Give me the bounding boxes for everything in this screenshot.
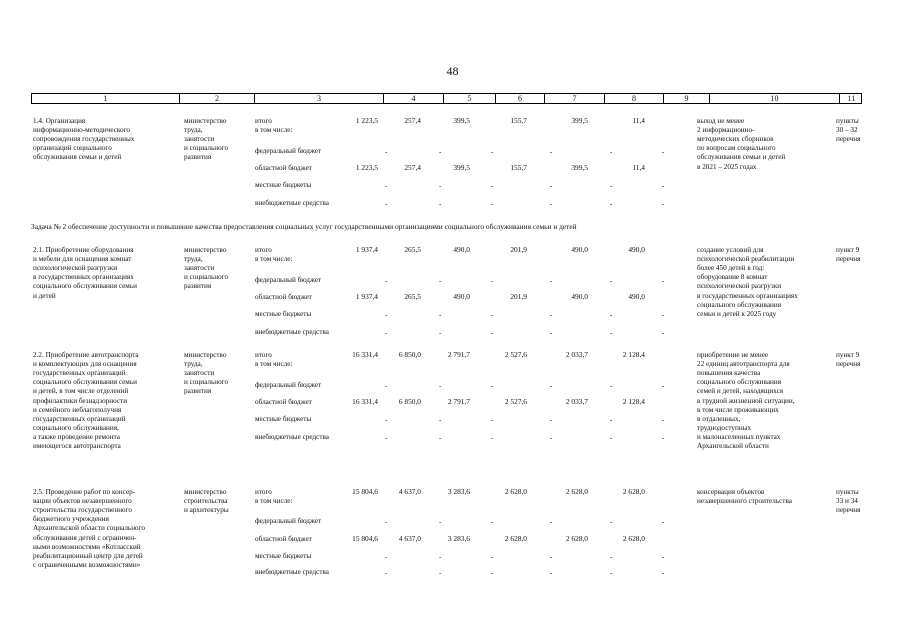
measure-description-line: социального обслуживания семьи [33, 378, 137, 387]
funding-source-label: местные бюджеты [255, 415, 312, 423]
measure-description-line: в государственных организациях [33, 273, 134, 282]
funding-value: - [385, 277, 388, 285]
funding-value: - [610, 569, 613, 577]
funding-value: 16 331,4 [352, 350, 378, 359]
measure-description-line: сопровождения государственных [33, 135, 135, 144]
expected-result-line: повышения качества [697, 369, 761, 378]
funding-value: - [439, 553, 442, 561]
measure-description-line: обслуживания детей с ограничен- [33, 533, 137, 542]
funding-value: - [385, 329, 388, 337]
reference-line: перечня [836, 135, 861, 144]
funding-value: - [385, 182, 388, 190]
funding-value: - [439, 277, 442, 285]
funding-value: - [662, 416, 665, 424]
measure-description-line: социального обслуживания, [33, 423, 119, 432]
header-col-9: 9 [664, 94, 710, 103]
funding-source-label: федеральный бюджет [255, 147, 322, 155]
funding-value: - [491, 416, 494, 424]
measure-description-line: а также проведение ремонта [33, 432, 120, 441]
funding-value: 1 223,5 [355, 116, 378, 125]
measure-description-line: 2.2. Приобретение автотранспорта [33, 351, 139, 359]
funding-value: - [491, 277, 494, 285]
measure-description-line: и детей, в том числе отделений [33, 387, 129, 396]
funding-value: 399,5 [571, 163, 588, 172]
funding-value: 490,0 [571, 292, 588, 301]
funding-value: 16 331,4 [352, 397, 378, 406]
executor-line: и социального [184, 378, 229, 387]
task-2-heading: Задача № 2 обеспечение доступности и повышение качества предоставления социальных услуг государственными организациями социального обслуживания семьи и детей [31, 222, 577, 231]
funding-value: 265,5 [404, 245, 421, 254]
funding-value: - [662, 434, 665, 442]
executor-line: и архитектуры [184, 506, 229, 515]
funding-value: - [550, 148, 553, 156]
executor-line: занятости [184, 264, 215, 273]
funding-value: - [491, 200, 494, 208]
funding-source-label: местные бюджеты [255, 181, 312, 189]
funding-source-label: федеральный бюджет [255, 276, 322, 284]
funding-value: 2 791,7 [447, 350, 470, 359]
funding-value: - [662, 148, 665, 156]
executor-line: занятости [184, 135, 215, 144]
expected-result-line: в отдаленных, [697, 414, 741, 423]
funding-value: 2 628,0 [622, 487, 645, 496]
funding-value: - [385, 569, 388, 577]
measure-description-line: имеющегося автотранспорта [33, 442, 121, 450]
funding-value: - [491, 311, 494, 319]
expected-result-line: социального обслуживания [697, 378, 782, 387]
funding-source-label: областной бюджет [255, 398, 312, 406]
funding-value: 490,0 [628, 245, 645, 254]
funding-value: 155,7 [510, 116, 527, 125]
expected-result-line: приобретение не менее [697, 351, 769, 359]
funding-value: 6 850,0 [398, 397, 421, 406]
funding-value: - [662, 518, 665, 526]
expected-result-line: социального обслуживания [697, 300, 782, 309]
funding-value: - [662, 553, 665, 561]
funding-value: 4 637,0 [398, 487, 421, 496]
funding-value: - [491, 434, 494, 442]
measure-description-line: и комплектующих для оснащения [33, 360, 137, 369]
funding-source-label: внебюджетные средства [255, 433, 329, 441]
funding-value: - [550, 277, 553, 285]
reference-line: пункт 9 [836, 351, 860, 359]
funding-value: - [610, 553, 613, 561]
funding-value: - [385, 553, 388, 561]
table-header [31, 93, 862, 104]
funding-value: 2 628,0 [504, 487, 527, 496]
funding-value: - [439, 329, 442, 337]
funding-value: - [491, 569, 494, 577]
header-col-5: 5 [444, 94, 496, 103]
funding-source-label: внебюджетные средства [255, 328, 329, 336]
funding-source-label: областной бюджет [255, 293, 312, 301]
measure-description-line: государственных организаций [33, 414, 126, 423]
funding-value: - [439, 311, 442, 319]
measure-description-line: с ограниченными возможностями» [33, 560, 141, 569]
funding-value: 2 527,6 [504, 350, 527, 359]
header-col-10: 10 [710, 94, 840, 103]
funding-value: 2 791,7 [447, 397, 470, 406]
header-col-8: 8 [605, 94, 664, 103]
funding-value: 3 283,6 [447, 534, 470, 543]
funding-value: 2 628,0 [622, 534, 645, 543]
funding-source-label: областной бюджет [255, 164, 312, 172]
funding-value: - [439, 518, 442, 526]
expected-result-line: Архангельской области [697, 442, 769, 450]
reference-line: пункты [836, 117, 859, 125]
funding-source-label: в том числе: [255, 360, 293, 368]
measure-description-line: бюджетного учреждения [33, 515, 109, 524]
funding-value: - [610, 416, 613, 424]
funding-value: 257,4 [404, 116, 421, 125]
funding-source-label: итого [255, 488, 272, 496]
funding-value: - [550, 182, 553, 190]
funding-value: 1 223,5 [355, 163, 378, 172]
funding-value: - [439, 148, 442, 156]
executor-line: министерство [184, 246, 227, 254]
funding-value: 6 850,0 [398, 350, 421, 359]
funding-value: 257,4 [404, 163, 421, 172]
funding-value: - [550, 434, 553, 442]
funding-value: - [610, 434, 613, 442]
funding-value: 2 628,0 [504, 534, 527, 543]
expected-result-line: выход не менее [697, 117, 745, 125]
funding-value: - [610, 518, 613, 526]
reference-line: 33 и 34 [836, 497, 858, 506]
funding-value: 11,4 [632, 163, 645, 172]
measure-description-line: обслуживания семьи и детей [33, 153, 122, 162]
funding-value: 2 628,0 [565, 534, 588, 543]
expected-result-line: труднодоступных [697, 423, 752, 432]
funding-value: - [550, 553, 553, 561]
expected-result-line: в том числе проживающих [697, 405, 779, 414]
executor-line: развития [184, 153, 212, 162]
funding-value: - [550, 311, 553, 319]
expected-result-line: обслуживания семьи и детей [697, 153, 786, 162]
funding-value: 15 804,6 [352, 487, 378, 496]
funding-source-label: итого [255, 246, 272, 254]
measure-description-line: Архангельской области социального [33, 524, 146, 533]
funding-value: 399,5 [453, 116, 470, 125]
header-col-6: 6 [496, 94, 545, 103]
expected-result-line: психологической разгрузки [697, 282, 782, 291]
funding-source-label: в том числе: [255, 126, 293, 134]
expected-result-line: методических сборников [697, 135, 774, 144]
funding-value: - [662, 569, 665, 577]
expected-result-line: незавершенного строительства [697, 497, 792, 506]
measure-description-line: психологической разгрузки [33, 264, 118, 273]
funding-value: - [439, 434, 442, 442]
funding-value: - [662, 200, 665, 208]
executor-line: труда, [184, 360, 203, 369]
funding-value: 2 527,6 [504, 397, 527, 406]
expected-result-line: по вопросам социального [697, 144, 776, 153]
funding-source-label: внебюджетные средства [255, 568, 329, 576]
funding-source-label: федеральный бюджет [255, 517, 322, 525]
measure-description-line: информационно-методического [33, 126, 131, 135]
expected-result-line: 22 единиц автотранспорта для [697, 360, 790, 369]
measure-description-line: и семейного неблагополучия [33, 405, 122, 414]
funding-value: - [662, 329, 665, 337]
reference-line: перечня [836, 255, 861, 264]
measure-description-line: 2.1. Приобретение оборудования [33, 246, 134, 254]
funding-value: 1 937,4 [355, 245, 378, 254]
measure-description-line: и детей [33, 291, 56, 300]
header-col-4: 4 [384, 94, 444, 103]
funding-value: - [662, 311, 665, 319]
expected-result-line: семьи и детей к 2025 году [697, 309, 777, 318]
funding-value: - [550, 382, 553, 390]
reference-line: перечня [836, 360, 861, 369]
funding-value: - [385, 148, 388, 156]
funding-value: - [662, 182, 665, 190]
expected-result-line: консервация объектов [697, 488, 765, 496]
funding-value: - [491, 518, 494, 526]
executor-line: министерство [184, 488, 227, 496]
funding-source-label: областной бюджет [255, 535, 312, 543]
header-col-1: 1 [32, 94, 180, 103]
reference-line: перечня [836, 506, 861, 515]
expected-result-line: более 450 детей в год: [697, 264, 765, 273]
header-col-2: 2 [180, 94, 255, 103]
funding-value: - [385, 200, 388, 208]
funding-value: - [491, 553, 494, 561]
funding-value: 265,5 [404, 292, 421, 301]
funding-value: 201,9 [510, 245, 527, 254]
measure-description-line: ными возможностями «Котласский [33, 542, 141, 551]
executor-line: труда, [184, 255, 203, 264]
measure-description-line: строительства государственного [33, 506, 133, 515]
funding-source-label: итого [255, 351, 272, 359]
executor-line: развития [184, 387, 212, 396]
measure-description-line: организаций социального [33, 144, 112, 153]
expected-result-line: создание условий для [697, 246, 764, 254]
funding-value: - [385, 416, 388, 424]
funding-value: - [550, 569, 553, 577]
executor-line: строительства [184, 497, 228, 506]
funding-value: 155,7 [510, 163, 527, 172]
measure-description-line: и мебели для оснащения комнат [33, 255, 132, 264]
measure-description-line: вации объектов незавершенного [33, 497, 132, 506]
funding-value: 11,4 [632, 116, 645, 125]
funding-source-label: внебюджетные средства [255, 199, 329, 207]
expected-result-line: 2 информационно- [697, 126, 755, 135]
funding-value: - [550, 329, 553, 337]
funding-source-label: в том числе: [255, 255, 293, 263]
funding-value: 490,0 [453, 292, 470, 301]
funding-value: - [610, 200, 613, 208]
measure-description-line: социального обслуживания семьи [33, 282, 137, 291]
reference-line: пункт 9 [836, 246, 860, 254]
funding-value: - [385, 434, 388, 442]
funding-value: 399,5 [571, 116, 588, 125]
expected-result-line: в 2021 – 2025 годах [697, 162, 757, 171]
executor-line: министерство [184, 351, 227, 359]
executor-line: труда, [184, 126, 203, 135]
funding-value: - [385, 382, 388, 390]
page-number: 48 [446, 64, 459, 78]
funding-value: 201,9 [510, 292, 527, 301]
expected-result-line: в трудной жизненной ситуации, [697, 396, 795, 405]
expected-result-line: семей и детей, находящихся [697, 387, 784, 396]
funding-value: 399,5 [453, 163, 470, 172]
funding-value: 2 033,7 [565, 350, 588, 359]
header-col-7: 7 [545, 94, 605, 103]
expected-result-line: психологической реабилитации [697, 255, 795, 264]
funding-value: - [439, 182, 442, 190]
reference-line: 30 – 32 [836, 126, 858, 135]
funding-value: 490,0 [453, 245, 470, 254]
executor-line: развития [184, 282, 212, 291]
executor-line: и социального [184, 273, 229, 282]
expected-result-line: оборудование 8 комнат [697, 273, 768, 282]
funding-value: - [439, 200, 442, 208]
funding-value: - [610, 329, 613, 337]
reference-line: пункты [836, 488, 859, 496]
funding-value: 2 128,4 [622, 350, 645, 359]
header-col-11: 11 [847, 94, 856, 103]
funding-source-label: местные бюджеты [255, 310, 312, 318]
expected-result-line: и малонаселенных пунктах [697, 432, 781, 441]
header-col-3: 3 [255, 94, 384, 103]
measure-description-line: 2.5. Проведение работ по консер- [33, 488, 136, 496]
funding-value: - [439, 416, 442, 424]
executor-line: министерство [184, 117, 227, 125]
executor-line: занятости [184, 369, 215, 378]
funding-value: - [491, 182, 494, 190]
measure-description-line: государственных организаций [33, 369, 126, 378]
funding-value: - [610, 382, 613, 390]
funding-value: 2 033,7 [565, 397, 588, 406]
funding-value: 3 283,6 [447, 487, 470, 496]
measure-description-line: реабилитационный центр для детей [33, 551, 143, 560]
funding-value: 490,0 [571, 245, 588, 254]
funding-value: 4 637,0 [398, 534, 421, 543]
funding-value: 2 128,4 [622, 397, 645, 406]
funding-source-label: местные бюджеты [255, 552, 312, 560]
funding-value: - [610, 311, 613, 319]
funding-value: - [610, 277, 613, 285]
funding-value: 1 937,4 [355, 292, 378, 301]
executor-line: и социального [184, 144, 229, 153]
funding-value: 2 628,0 [565, 487, 588, 496]
funding-value: - [491, 329, 494, 337]
funding-value: 490,0 [628, 292, 645, 301]
funding-value: - [662, 277, 665, 285]
funding-value: - [550, 416, 553, 424]
funding-value: - [385, 311, 388, 319]
measure-description-line: профилактики безнадзорности [33, 396, 128, 405]
funding-value: - [550, 200, 553, 208]
funding-value: - [439, 382, 442, 390]
funding-source-label: в том числе: [255, 497, 293, 505]
funding-source-label: итого [255, 117, 272, 125]
expected-result-line: в государственных организациях [697, 291, 798, 300]
measure-description-line: 1.4. Организация [33, 117, 86, 125]
funding-value: - [610, 148, 613, 156]
funding-value: - [550, 518, 553, 526]
funding-value: - [491, 148, 494, 156]
funding-value: - [385, 518, 388, 526]
funding-value: 15 804,6 [352, 534, 378, 543]
funding-value: - [610, 182, 613, 190]
funding-value: - [491, 382, 494, 390]
funding-source-label: федеральный бюджет [255, 381, 322, 389]
funding-value: - [662, 382, 665, 390]
funding-value: - [439, 569, 442, 577]
